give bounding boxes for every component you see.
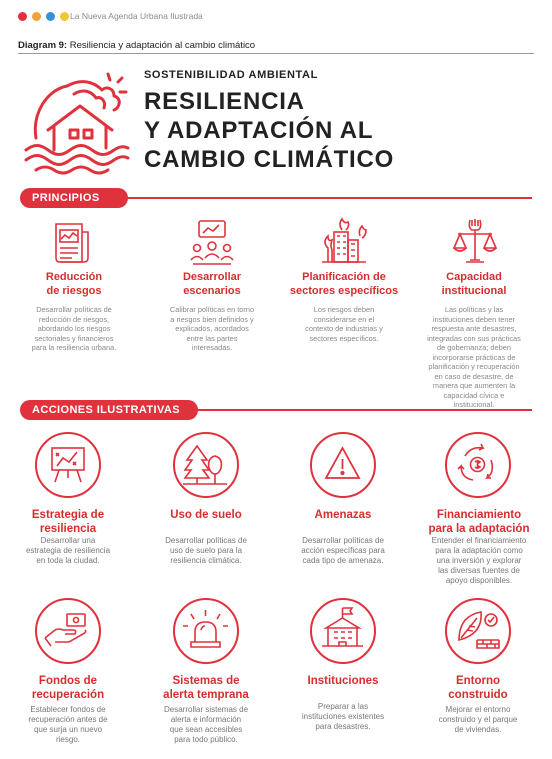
- action-8: [416, 674, 540, 735]
- hero-title-line-1: RESILIENCIA: [144, 88, 305, 115]
- action-5-desc-1: Establecer fondos de: [30, 705, 106, 714]
- principle-1-title-2: de riesgos: [46, 285, 102, 297]
- action-5-title-1: Fondos de: [38, 675, 98, 687]
- actions-rule: [190, 409, 532, 411]
- principle-2-title-1: Desarrollar: [182, 271, 242, 283]
- action-1-desc-3: en toda la ciudad.: [36, 556, 100, 565]
- hero-supertitle: SOSTENIBILIDAD AMBIENTAL: [144, 69, 318, 81]
- principle-4-desc-10: capacidad cívica e: [443, 390, 505, 400]
- principle-4-desc-8: en caso de desastre, de: [434, 371, 514, 381]
- principles-rule: [120, 197, 532, 199]
- action-4-desc-1: Entender el financiamiento: [431, 536, 527, 545]
- action-5: [6, 674, 130, 745]
- action-3-desc-3: cada tipo de amenaza.: [302, 556, 384, 565]
- flooded-house-icon: [22, 68, 132, 178]
- action-5-circle: [35, 598, 101, 664]
- action-4-circle: [445, 432, 511, 498]
- action-8-circle: [445, 598, 511, 664]
- action-7-circle: [310, 598, 376, 664]
- action-4-desc-5: apoyo disponibles.: [445, 576, 513, 585]
- action-1-title-1: Estrategia de: [31, 509, 105, 521]
- warning-icon: [312, 434, 373, 495]
- action-1-circle: [35, 432, 101, 498]
- principles-heading: PRINCIPIOS: [20, 188, 128, 208]
- principle-3-desc-4: sectores específicos.: [309, 333, 379, 343]
- principle-3-title-2: sectores específicos: [289, 285, 399, 297]
- brand-dots: [18, 12, 69, 21]
- principle-4: [412, 270, 536, 410]
- action-8-desc-3: de viviendas.: [454, 725, 502, 734]
- action-4-desc-2: para la adaptación como: [435, 546, 523, 555]
- diagram-title: Resiliencia y adaptación al cambio climático: [69, 40, 256, 51]
- action-2-desc-2: uso de suelo para la: [169, 546, 243, 555]
- action-6-desc-2: alerta e información: [170, 715, 242, 724]
- dot-yellow: [60, 12, 69, 21]
- action-3: [281, 508, 405, 566]
- action-4-title-1: Financiamiento: [436, 509, 522, 521]
- report-icon: [48, 218, 98, 268]
- principle-1-desc-5: para la resiliencia urbana.: [31, 343, 117, 352]
- action-8-desc-1: Mejorar el entorno: [445, 705, 511, 714]
- action-2-desc-3: resiliencia climática.: [170, 556, 242, 565]
- action-7-desc-1: Preparar a las: [317, 702, 369, 711]
- action-1-desc-2: estrategia de resiliencia: [25, 546, 111, 555]
- action-1-title-2: resiliencia: [39, 523, 97, 535]
- dot-blue: [46, 12, 55, 21]
- principle-3-desc-2: considerarse en el: [313, 314, 375, 324]
- principle-2-desc-1: Calibrar políticas en torno: [169, 305, 255, 314]
- institution-building-icon: [312, 600, 373, 661]
- principle-4-desc-6: incorporarse prácticas de: [432, 352, 516, 362]
- strategy-board-icon: [37, 434, 98, 495]
- diagram-label: Diagram 9:: [18, 40, 68, 51]
- hero-title-line-3: CAMBIO CLIMÁTICO: [144, 146, 395, 173]
- dot-orange: [32, 12, 41, 21]
- diagram-caption: [18, 40, 255, 51]
- action-3-title-1: Amenazas: [314, 509, 372, 521]
- principle-3-desc-3: contexto de industrias y: [305, 324, 383, 333]
- principle-2: [152, 270, 272, 353]
- hand-money-icon: [37, 600, 98, 661]
- principle-1-desc-4: sectoriales y financieros: [34, 333, 114, 343]
- action-1-desc-1: Desarrollar una: [40, 536, 96, 545]
- action-6-desc-1: Desarrollar sistemas de: [163, 705, 249, 714]
- principle-4-desc-7: planificación y recuperación: [428, 362, 520, 371]
- action-6-title-2: alerta temprana: [163, 689, 249, 701]
- principle-4-desc-3: respuesta ante desastres,: [431, 324, 517, 333]
- principle-3-desc-1: Los riesgos deben: [313, 305, 375, 314]
- action-7-desc-3: para desastres.: [315, 722, 371, 731]
- action-3-circle: [310, 432, 376, 498]
- action-7-desc-2: instituciones existentes: [301, 712, 385, 721]
- action-6-desc-3: que sean accesibles: [169, 725, 243, 734]
- principle-2-title-2: escenarios: [183, 285, 241, 297]
- actions-heading: ACCIONES ILUSTRATIVAS: [20, 400, 198, 420]
- action-2-circle: [173, 432, 239, 498]
- principle-1-desc-3: abordando los riesgos: [37, 324, 111, 333]
- action-6-circle: [173, 598, 239, 664]
- money-cycle-icon: [447, 434, 508, 495]
- principle-2-desc-5: interesadas.: [191, 343, 233, 352]
- action-6: [144, 674, 268, 745]
- trees-icon: [175, 434, 236, 495]
- principle-1-desc-1: Desarrollar políticas de: [36, 305, 112, 314]
- action-8-title-2: construido: [448, 689, 508, 701]
- action-2: [144, 508, 268, 566]
- alarm-light-icon: [175, 600, 236, 661]
- dot-red: [18, 12, 27, 21]
- action-4-title-2: para la adaptación: [428, 523, 530, 535]
- principle-4-desc-9: manera que aumenten la: [432, 381, 516, 390]
- scales-icon: [450, 216, 500, 266]
- principle-4-desc-1: Las políticas y las: [444, 305, 504, 314]
- action-5-title-2: recuperación: [31, 689, 105, 701]
- divider: [18, 53, 534, 54]
- principle-4-desc-2: instituciones deben tener: [432, 314, 516, 324]
- meeting-icon: [187, 218, 237, 268]
- action-6-title-1: Sistemas de: [172, 675, 240, 687]
- action-7-title-1: Instituciones: [307, 675, 379, 687]
- built-environment-icon: [447, 600, 508, 661]
- principle-4-desc-4: integradas con sus prácticas: [427, 333, 521, 343]
- principle-1-title-1: Reducción: [45, 271, 103, 283]
- action-3-desc-1: Desarrollar políticas de: [302, 536, 384, 545]
- action-5-desc-2: recuperación antes de: [28, 715, 108, 724]
- principle-1-desc-2: reducción de riesgos,: [38, 314, 110, 324]
- action-3-desc-2: acción específicas para: [301, 546, 385, 555]
- action-8-title-1: Entorno: [455, 675, 501, 687]
- principle-2-desc-4: entre las partes: [186, 333, 238, 343]
- principle-2-desc-2: a riesgos bien definidos y: [170, 314, 254, 324]
- action-5-desc-3: que surja un nuevo: [33, 725, 103, 734]
- principle-3: [278, 270, 410, 343]
- action-6-desc-4: para todo público.: [174, 735, 238, 744]
- action-4-desc-4: las diversas fuentes de: [438, 566, 520, 575]
- principle-4-title-1: Capacidad: [446, 271, 502, 283]
- principle-4-desc-5: de gobernanza; deben: [437, 343, 511, 352]
- principle-1: [14, 270, 134, 353]
- action-2-desc-1: Desarrollar políticas de: [165, 536, 247, 545]
- principle-4-desc-11: institucional.: [453, 400, 495, 409]
- burning-building-icon: [318, 216, 368, 266]
- action-4: [410, 508, 548, 586]
- action-7: [281, 674, 405, 732]
- brand-title: La Nueva Agenda Urbana Ilustrada: [70, 11, 203, 21]
- action-8-desc-2: construido y el parque: [438, 715, 518, 724]
- hero-title-line-2: Y ADAPTACIÓN AL: [144, 117, 374, 144]
- action-1: [6, 508, 130, 566]
- action-2-title-1: Uso de suelo: [170, 509, 242, 521]
- action-4-desc-3: una inversión y explorar: [436, 556, 522, 565]
- principle-4-title-2: institucional: [441, 285, 507, 297]
- principle-3-title-1: Planificación de: [302, 271, 386, 283]
- principle-2-desc-3: explicados, acordados: [175, 324, 249, 333]
- action-5-desc-4: riesgo.: [55, 735, 80, 744]
